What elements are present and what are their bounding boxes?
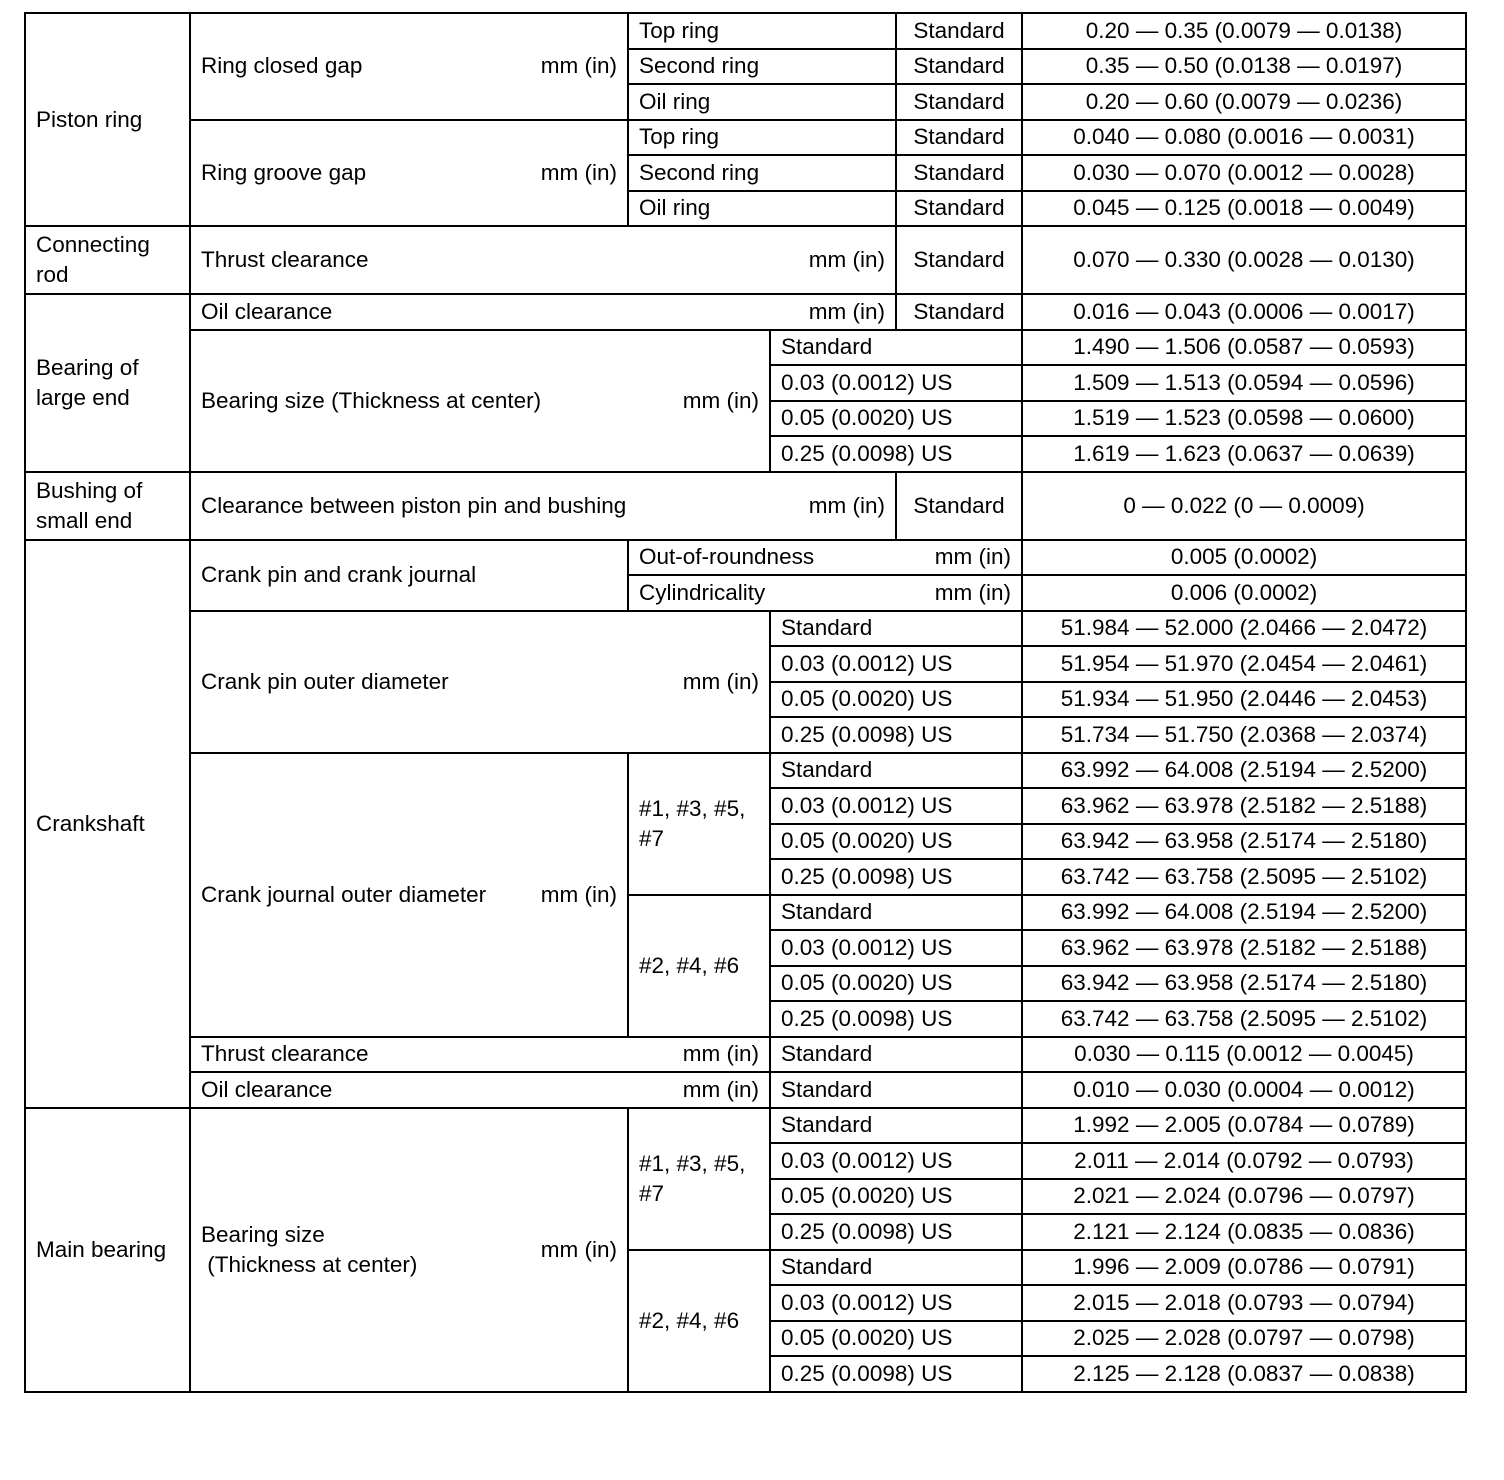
spec-value: 0.030 — 0.115 (0.0012 — 0.0045) bbox=[1022, 1037, 1466, 1073]
size-label: 0.03 (0.0012) US bbox=[770, 1285, 1022, 1321]
table-row bbox=[25, 294, 1466, 330]
journal-group-even: #2, #4, #6 bbox=[628, 895, 770, 1037]
item-ring-closed-gap: Ring closed gap mm (in) bbox=[190, 13, 628, 120]
item-thrust-clearance: Thrust clearance mm (in) bbox=[190, 1037, 770, 1073]
size-label: 0.25 (0.0098) US bbox=[770, 436, 1022, 472]
table-row bbox=[25, 611, 1466, 647]
item-crank-journal-od: Crank journal outer diameter mm (in) bbox=[190, 753, 628, 1037]
spec-value: 63.962 — 63.978 (2.5182 — 2.5188) bbox=[1022, 788, 1466, 824]
spec-value: 51.934 — 51.950 (2.0446 — 2.0453) bbox=[1022, 682, 1466, 718]
section-bushing-small-end: Bushing of small end bbox=[25, 472, 190, 540]
spec-value: 63.942 — 63.958 (2.5174 — 2.5180) bbox=[1022, 824, 1466, 860]
spec-value: 0.20 — 0.60 (0.0079 — 0.0236) bbox=[1022, 84, 1466, 120]
unit-label: mm (in) bbox=[934, 579, 1012, 605]
spec-value: 1.619 — 1.623 (0.0637 — 0.0639) bbox=[1022, 436, 1466, 472]
ring-label: Oil ring bbox=[628, 191, 896, 227]
spec-value: 0.070 — 0.330 (0.0028 — 0.0130) bbox=[1022, 226, 1466, 294]
journal-group-odd: #1, #3, #5, #7 bbox=[628, 1108, 770, 1250]
spec-value: 63.742 — 63.758 (2.5095 — 2.5102) bbox=[1022, 1001, 1466, 1037]
item-crank-pin-journal: Crank pin and crank journal bbox=[190, 540, 628, 611]
table-row bbox=[25, 1072, 1466, 1108]
size-label: 0.05 (0.0020) US bbox=[770, 824, 1022, 860]
spec-value: 2.021 — 2.024 (0.0796 — 0.0797) bbox=[1022, 1179, 1466, 1215]
size-label: Standard bbox=[896, 226, 1022, 294]
section-main-bearing: Main bearing bbox=[25, 1108, 190, 1392]
spec-value: 2.015 — 2.018 (0.0793 — 0.0794) bbox=[1022, 1285, 1466, 1321]
item-ring-groove-gap: Ring groove gap mm (in) bbox=[190, 120, 628, 227]
section-crankshaft: Crankshaft bbox=[25, 540, 190, 1108]
unit-label: mm (in) bbox=[934, 544, 1012, 570]
size-label: 0.05 (0.0020) US bbox=[770, 682, 1022, 718]
size-label: Standard bbox=[770, 1037, 1022, 1073]
size-label: Standard bbox=[896, 120, 1022, 156]
size-label: Standard bbox=[770, 1072, 1022, 1108]
size-label: 0.03 (0.0012) US bbox=[770, 788, 1022, 824]
spec-value: 1.996 — 2.009 (0.0786 — 0.0791) bbox=[1022, 1250, 1466, 1286]
spec-value: 0.040 — 0.080 (0.0016 — 0.0031) bbox=[1022, 120, 1466, 156]
spec-value: 2.025 — 2.028 (0.0797 — 0.0798) bbox=[1022, 1321, 1466, 1357]
spec-value: 1.509 — 1.513 (0.0594 — 0.0596) bbox=[1022, 365, 1466, 401]
size-label: 0.25 (0.0098) US bbox=[770, 1356, 1022, 1392]
section-connecting-rod: Connecting rod bbox=[25, 226, 190, 294]
ring-label: Top ring bbox=[628, 120, 896, 156]
size-label: Standard bbox=[896, 13, 1022, 49]
spec-value: 0.35 — 0.50 (0.0138 — 0.0197) bbox=[1022, 49, 1466, 85]
spec-table bbox=[24, 12, 1467, 1393]
spec-value: 1.992 — 2.005 (0.0784 — 0.0789) bbox=[1022, 1108, 1466, 1144]
size-label: Standard bbox=[770, 1108, 1022, 1144]
spec-value: 0.045 — 0.125 (0.0018 — 0.0049) bbox=[1022, 191, 1466, 227]
size-label: 0.05 (0.0020) US bbox=[770, 966, 1022, 1002]
unit-label: mm (in) bbox=[808, 247, 886, 272]
unit-label: mm (in) bbox=[540, 1236, 617, 1262]
ring-label: Second ring bbox=[628, 155, 896, 191]
spec-value: 2.125 — 2.128 (0.0837 — 0.0838) bbox=[1022, 1356, 1466, 1392]
unit-label: mm (in) bbox=[540, 159, 617, 185]
unit-label: mm (in) bbox=[682, 387, 759, 413]
unit-label: mm (in) bbox=[682, 1041, 759, 1067]
spec-value: 63.992 — 64.008 (2.5194 — 2.5200) bbox=[1022, 753, 1466, 789]
spec-value: 1.490 — 1.506 (0.0587 — 0.0593) bbox=[1022, 330, 1466, 366]
table-row bbox=[25, 1108, 1466, 1144]
size-label: Standard bbox=[770, 1250, 1022, 1286]
size-label: Standard bbox=[896, 49, 1022, 85]
spec-value: 51.954 — 51.970 (2.0454 — 2.0461) bbox=[1022, 646, 1466, 682]
spec-value: 63.742 — 63.758 (2.5095 — 2.5102) bbox=[1022, 859, 1466, 895]
item-crank-pin-od: Crank pin outer diameter mm (in) bbox=[190, 611, 770, 753]
unit-label: mm (in) bbox=[682, 1076, 759, 1102]
item-clearance-pin-bushing: Clearance between piston pin and bushing mm (in) bbox=[190, 472, 896, 540]
table-row bbox=[25, 540, 1466, 576]
spec-value: 51.984 — 52.000 (2.0466 — 2.0472) bbox=[1022, 611, 1466, 647]
journal-group-odd: #1, #3, #5, #7 bbox=[628, 753, 770, 895]
size-label: Standard bbox=[770, 753, 1022, 789]
spec-value: 51.734 — 51.750 (2.0368 — 2.0374) bbox=[1022, 717, 1466, 753]
item-out-of-roundness: Out-of-roundness mm (in) bbox=[628, 540, 1022, 576]
size-label: 0.05 (0.0020) US bbox=[770, 1179, 1022, 1215]
spec-value: 0.030 — 0.070 (0.0012 — 0.0028) bbox=[1022, 155, 1466, 191]
size-label: Standard bbox=[896, 191, 1022, 227]
size-label: Standard bbox=[896, 472, 1022, 540]
spec-value: 2.011 — 2.014 (0.0792 — 0.0793) bbox=[1022, 1143, 1466, 1179]
spec-value: 63.942 — 63.958 (2.5174 — 2.5180) bbox=[1022, 966, 1466, 1002]
size-label: 0.03 (0.0012) US bbox=[770, 1143, 1022, 1179]
unit-label: mm (in) bbox=[808, 492, 886, 518]
item-cylindricality: Cylindricality mm (in) bbox=[628, 575, 1022, 611]
unit-label: mm (in) bbox=[682, 668, 759, 694]
spec-value: 1.519 — 1.523 (0.0598 — 0.0600) bbox=[1022, 401, 1466, 437]
spec-value: 2.121 — 2.124 (0.0835 — 0.0836) bbox=[1022, 1214, 1466, 1250]
size-label: Standard bbox=[770, 895, 1022, 931]
size-label: Standard bbox=[770, 330, 1022, 366]
spec-value: 63.992 — 64.008 (2.5194 — 2.5200) bbox=[1022, 895, 1466, 931]
ring-label: Top ring bbox=[628, 13, 896, 49]
item-main-bearing-size: Bearing size (Thickness at center) mm (in) bbox=[190, 1108, 628, 1392]
spec-value: 0 — 0.022 (0 — 0.0009) bbox=[1022, 472, 1466, 540]
spec-value: 63.962 — 63.978 (2.5182 — 2.5188) bbox=[1022, 930, 1466, 966]
spec-value: 0.016 — 0.043 (0.0006 — 0.0017) bbox=[1022, 294, 1466, 330]
table-row bbox=[25, 226, 1466, 294]
item-thrust-clearance: Thrust clearance mm (in) bbox=[190, 226, 896, 294]
table-row bbox=[25, 1037, 1466, 1073]
section-bearing-large-end: Bearing of large end bbox=[25, 294, 190, 472]
spec-value: 0.006 (0.0002) bbox=[1022, 575, 1466, 611]
size-label: Standard bbox=[896, 155, 1022, 191]
size-label: 0.05 (0.0020) US bbox=[770, 1321, 1022, 1357]
unit-label: mm (in) bbox=[540, 881, 617, 907]
spec-value: 0.20 — 0.35 (0.0079 — 0.0138) bbox=[1022, 13, 1466, 49]
item-oil-clearance: Oil clearance mm (in) bbox=[190, 1072, 770, 1108]
table-row bbox=[25, 472, 1466, 540]
size-label: 0.03 (0.0012) US bbox=[770, 365, 1022, 401]
item-bearing-size: Bearing size (Thickness at center) mm (in) bbox=[190, 330, 770, 472]
table-row bbox=[25, 120, 1466, 156]
spec-value: 0.010 — 0.030 (0.0004 — 0.0012) bbox=[1022, 1072, 1466, 1108]
size-label: Standard bbox=[896, 294, 1022, 330]
spec-value: 0.005 (0.0002) bbox=[1022, 540, 1466, 576]
ring-label: Second ring bbox=[628, 49, 896, 85]
unit-label: mm (in) bbox=[808, 298, 886, 324]
size-label: 0.03 (0.0012) US bbox=[770, 646, 1022, 682]
size-label: 0.25 (0.0098) US bbox=[770, 1001, 1022, 1037]
size-label: 0.25 (0.0098) US bbox=[770, 717, 1022, 753]
size-label: 0.25 (0.0098) US bbox=[770, 859, 1022, 895]
size-label: 0.25 (0.0098) US bbox=[770, 1214, 1022, 1250]
section-piston-ring: Piston ring bbox=[25, 13, 190, 226]
journal-group-even: #2, #4, #6 bbox=[628, 1250, 770, 1392]
unit-label: mm (in) bbox=[540, 53, 617, 79]
size-label: Standard bbox=[896, 84, 1022, 120]
table-row bbox=[25, 330, 1466, 366]
size-label: 0.03 (0.0012) US bbox=[770, 930, 1022, 966]
item-oil-clearance: Oil clearance mm (in) bbox=[190, 294, 896, 330]
table-row bbox=[25, 13, 1466, 49]
size-label: Standard bbox=[770, 611, 1022, 647]
table-row bbox=[25, 753, 1466, 789]
size-label: 0.05 (0.0020) US bbox=[770, 401, 1022, 437]
ring-label: Oil ring bbox=[628, 84, 896, 120]
